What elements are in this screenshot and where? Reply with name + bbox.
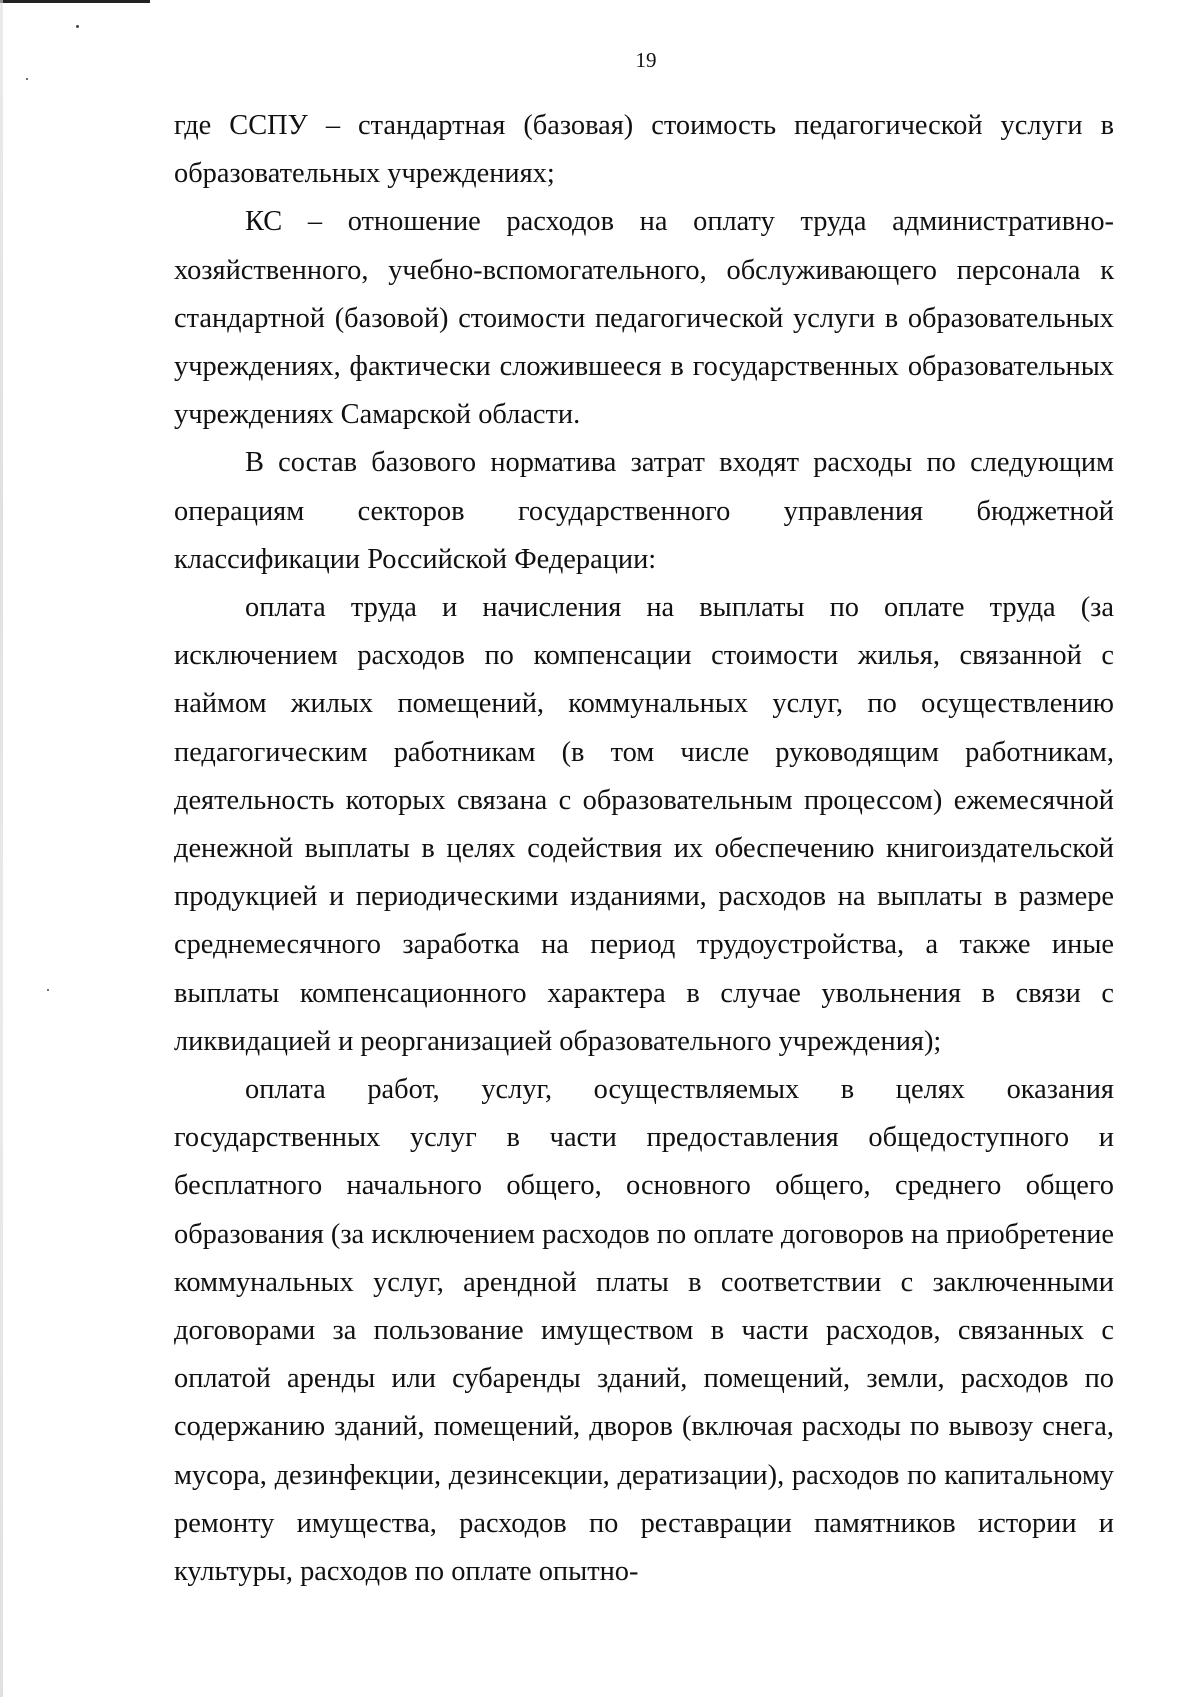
page-number: 19 xyxy=(635,48,657,72)
scan-left-edge xyxy=(0,0,3,1697)
scan-speck xyxy=(47,989,49,991)
scan-speck xyxy=(76,25,79,28)
scan-edge-mark xyxy=(0,0,150,3)
scan-speck xyxy=(26,78,28,80)
paragraph-labor-payment: оплата труда и начисления на выплаты по оплате труда (за исключением расходов по компенсации стоимости жилья, связанной с наймом жилых помещений, коммунальных услуг, по осуществлению педагогическим работникам (в том числе руководящим работникам, деятельность которых связана с образовательным процессом) ежемесячной денежной выплаты в целях содействия их обеспечению книгоиздательской продукцией и периодическими изданиями, расходов на выплаты в размере среднемесячного заработка на период трудоустройства, а также иные выплаты компенсационного характера в случае увольнения в связи с ликвидацией и реорганизацией образовательного учреждения); xyxy=(174,592,1114,1057)
paragraph-works-services: оплата работ, услуг, осуществляемых в целях оказания государственных услуг в части предоставления общедоступного и бесплатного начального общего, основного общего, среднего общего образования (за исключением расходов по оплате договоров на приобретение коммунальных услуг, арендной платы в соответствии с заключенными договорами за пользование имуществом в части расходов, связанных с оплатой аренды или субаренды зданий, помещений, земли, расходов по содержанию зданий, помещений, дворов (включая расходы по вывозу снега, мусора, дезинфекции, дезинсекции, дератизации), расходов по капитальному ремонту имущества, расходов по реставрации памятников истории и культуры, расходов по оплате опытно- xyxy=(174,1074,1114,1588)
paragraph-definition-sspu: где ССПУ – стандартная (базовая) стоимость педагогической услуги в образовательных учреждениях; xyxy=(174,110,1114,190)
paragraph-definition-ks: КС – отношение расходов на оплату труда административно-хозяйственного, учебно-вспомогательного, обслуживающего персонала к стандартной (базовой) стоимости педагогической услуги в образовательных учреждениях, фактически сложившееся в государственных образовательных учреждениях Самарской области. xyxy=(174,206,1114,431)
document-body xyxy=(174,102,1114,1596)
paragraph-normative-composition: В состав базового норматива затрат входят расходы по следующим операциям секторов государственного управления бюджетной классификации Российской Федерации: xyxy=(174,447,1114,575)
